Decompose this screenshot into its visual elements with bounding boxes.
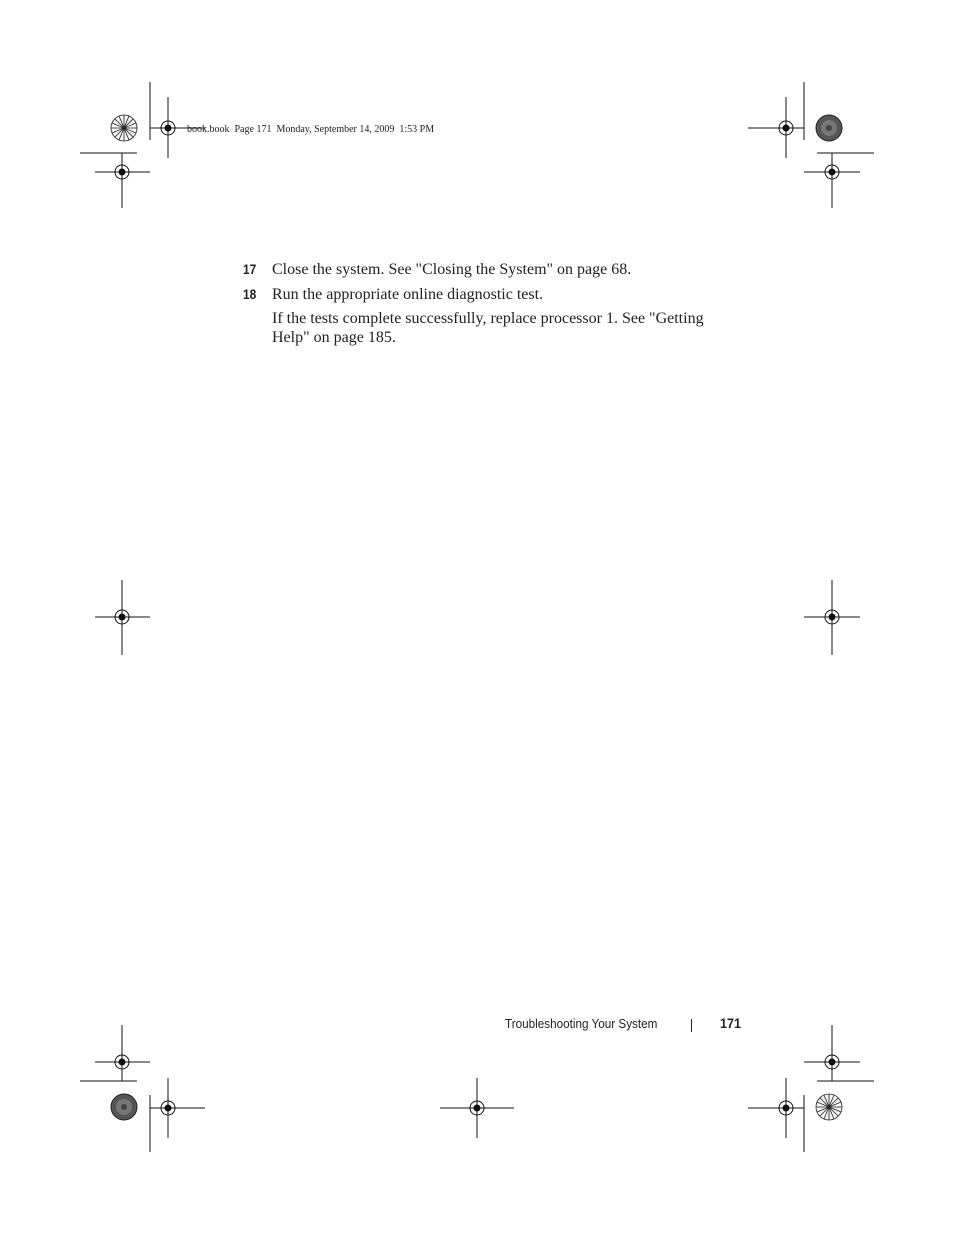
sunburst-mark-top-right — [816, 115, 842, 141]
crosshair-mark — [804, 153, 860, 208]
footer-page-number: 171 — [720, 1015, 742, 1031]
print-slug-line: book.book Page 171 Monday, September 14, 2009 1:53 PM — [187, 124, 435, 135]
crosshair-mark — [95, 153, 150, 208]
crosshair-mark — [748, 1078, 804, 1138]
sunburst-mark-top-left — [111, 115, 137, 141]
result-paragraph: If the tests complete successfully, replace processor 1. See "Getting Help" on page 185. — [272, 310, 704, 346]
step-text: Run the appropriate online diagnostic test. — [272, 286, 544, 303]
footer-divider — [691, 1019, 692, 1032]
crosshair-mark — [95, 1025, 150, 1081]
crosshair-mark — [804, 580, 860, 655]
crosshair-mark — [748, 97, 804, 158]
sunburst-mark-bottom-left — [111, 1094, 137, 1120]
crosshair-mark — [440, 1078, 514, 1138]
step-number: 18 — [243, 286, 257, 302]
step-text: Close the system. See "Closing the System" on page 68. — [272, 261, 632, 278]
crosshair-mark — [150, 1078, 205, 1138]
sunburst-mark-bottom-right — [816, 1094, 842, 1120]
crosshair-mark — [804, 1025, 860, 1081]
step-number: 17 — [243, 261, 257, 277]
footer-section-title: Troubleshooting Your System — [505, 1016, 658, 1031]
crosshair-mark — [95, 580, 150, 655]
